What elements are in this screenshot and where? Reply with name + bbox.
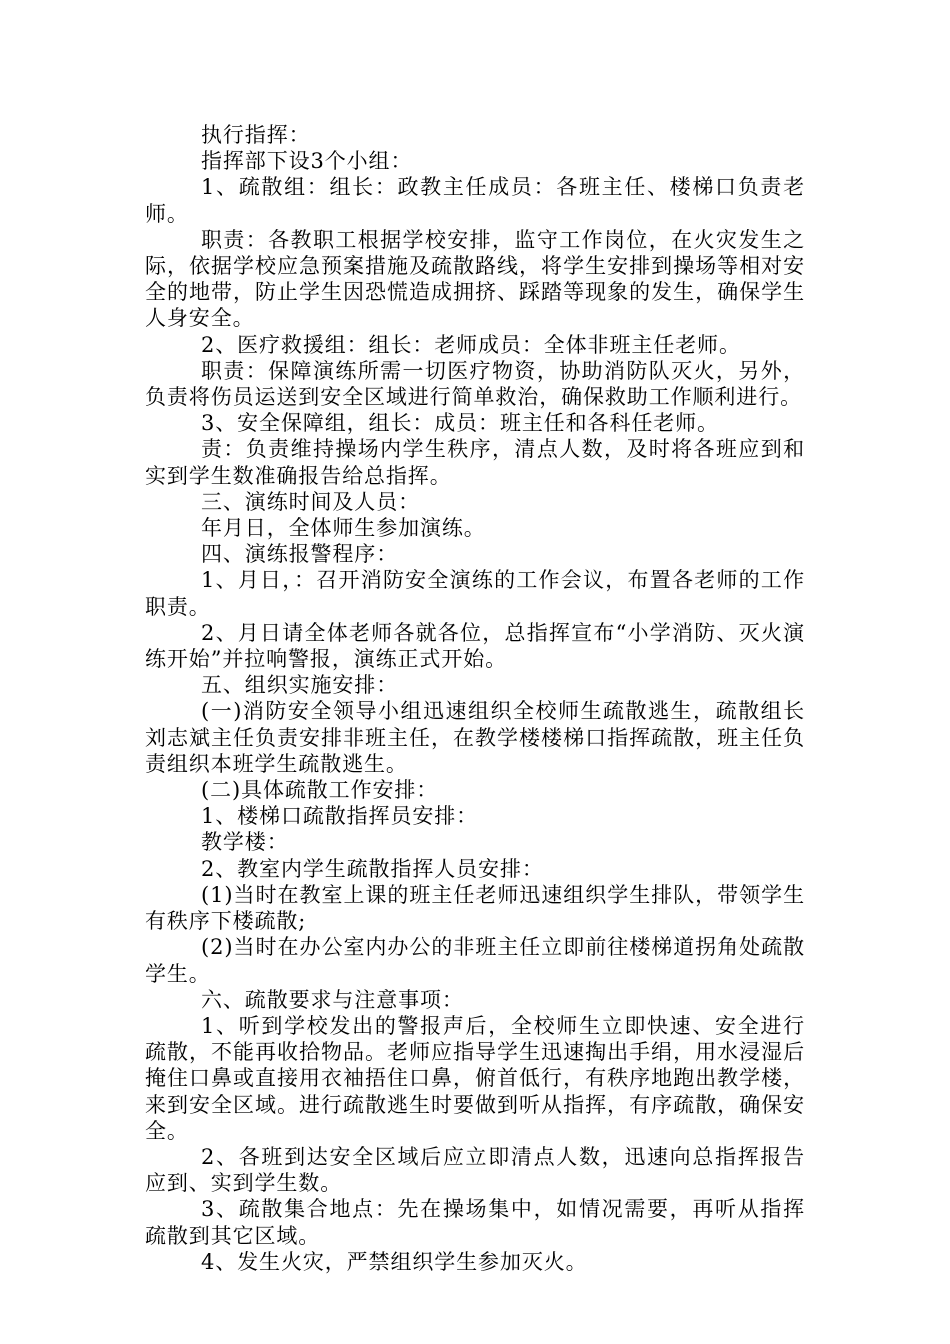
paragraph: 1、疏散组：组长：政教主任成员：各班主任、楼梯口负责老师。 <box>145 175 805 226</box>
section-heading: 五、组织实施安排： <box>201 673 399 698</box>
paragraph: 2、月日请全体老师各就各位，总指挥宣布“小学消防、灭火演练开始”并拉响警报，演练正式开始。 <box>145 620 805 672</box>
paragraph: 执行指挥： <box>201 123 311 147</box>
paragraph: 4、发生火灾，严禁组织学生参加灭火。 <box>201 1249 588 1274</box>
paragraph: 责：负责维持操场内学生秩序，清点人数，及时将各班应到和实到学生数准确报告给总指挥。 <box>145 437 805 488</box>
section-heading: 四、演练报警程序： <box>201 542 399 567</box>
paragraph: 2、医疗救援组：组长：老师成员：全体非班主任老师。 <box>201 332 741 357</box>
paragraph: (1)当时在教室上课的班主任老师迅速组织学生排队，带领学生有秩序下楼疏散; <box>145 882 805 934</box>
paragraph: (二)具体疏散工作安排： <box>201 778 439 803</box>
paragraph: 1、月日，：召开消防安全演练的工作会议，布置各老师的工作职责。 <box>145 568 805 619</box>
document-body <box>145 122 805 1275</box>
paragraph: 职责：保障演练所需一切医疗物资，协助消防队灭火，另外，负责将伤员运送到安全区域进行简单救治，确保救助工作顺利进行。 <box>145 358 805 410</box>
paragraph: (一)消防安全领导小组迅速组织全校师生疏散逃生，疏散组长刘志斌主任负责安排非班主任，在教学楼楼梯口指挥疏散，班主任负责组织本班学生疏散逃生。 <box>145 699 805 776</box>
paragraph: 2、教室内学生疏散指挥人员安排： <box>201 856 544 881</box>
paragraph: 1、楼梯口疏散指挥员安排： <box>201 804 479 829</box>
paragraph: 1、听到学校发出的警报声后，全校师生立即快速、安全进行疏散，不能再收拾物品。老师应指导学生迅速掏出手绢，用水浸湿后掩住口鼻或直接用衣袖捂住口鼻，俯首低行，有秩序地跑出教学楼，来到安全区域。进行疏散逃生时要做到听从指挥，有序疏散，确保安全。 <box>145 1013 805 1143</box>
paragraph: 3、安全保障组，组长：成员：班主任和各科任老师。 <box>201 411 719 436</box>
paragraph: 指挥部下设3个小组： <box>201 149 413 174</box>
paragraph: (2)当时在办公室内办公的非班主任立即前往楼梯道拐角处疏散学生。 <box>145 935 805 986</box>
paragraph: 年月日，全体师生参加演练。 <box>201 516 486 541</box>
paragraph: 3、疏散集合地点：先在操场集中，如情况需要，再听从指挥疏散到其它区域。 <box>145 1197 805 1248</box>
section-heading: 六、疏散要求与注意事项： <box>201 987 464 1012</box>
section-heading: 三、演练时间及人员： <box>201 489 420 514</box>
paragraph: 2、各班到达安全区域后应立即清点人数，迅速向总指挥报告应到、实到学生数。 <box>145 1144 805 1196</box>
paragraph: 教学楼： <box>201 830 289 855</box>
paragraph: 职责：各教职工根据学校安排，监守工作岗位，在火灾发生之际，依据学校应急预案措施及疏散路线，将学生安排到操场等相对安全的地带，防止学生因恐慌造成拥挤、踩踏等现象的发生，确保学生人身安全。 <box>145 227 805 331</box>
